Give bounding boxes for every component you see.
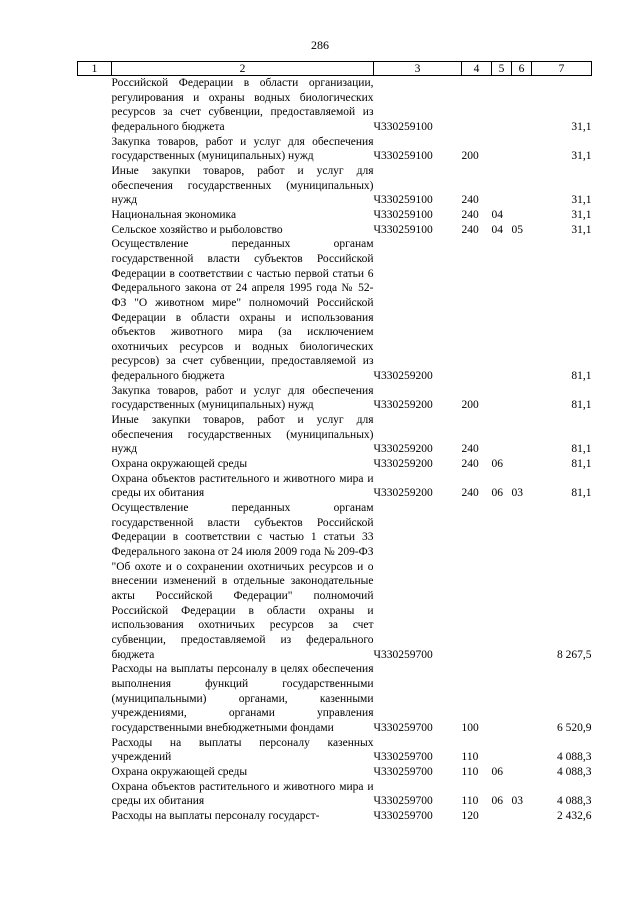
row-name: Осуществление переданных органам государственной власти субъектов Российской Федерации в соответствии с частью первой статьи 6 Федерального закона от 24 апреля 1995 года № 52-ФЗ "О животном мире" полномочий Российской Федерации в области охраны и использования объектов животного мира (за исключением охотничьих ресурсов и водных биологических ресурсов) за счет субвенции, предоставляемой из федерального бюджета [111, 238, 374, 383]
row-rz: 06 [491, 458, 503, 471]
row-rz [492, 384, 512, 413]
row-name: Иные закупки товаров, работ и услуг для обеспечения государственных (муниципальных) нужд [111, 414, 374, 456]
row-vr [462, 76, 492, 135]
row-code: Ч330259700 [373, 795, 433, 808]
row-code: Ч330259200 [373, 443, 433, 456]
column-header: 2 [112, 62, 374, 76]
table-row [78, 472, 592, 501]
row-vr: 110 [461, 795, 479, 808]
row-pr [512, 809, 532, 824]
row-number-cell [78, 780, 112, 809]
table-row [78, 736, 592, 765]
row-number-cell [78, 413, 112, 457]
table-row [78, 413, 592, 457]
row-pr [512, 164, 532, 208]
row-amount: 31,1 [571, 208, 592, 221]
table-body [78, 76, 592, 824]
row-number-cell [78, 164, 112, 208]
row-amount: 81,1 [571, 487, 592, 500]
row-name: Закупка товаров, работ и услуг для обеспечения государственных (муниципальных) нужд [111, 135, 374, 163]
table-row [78, 164, 592, 208]
row-vr: 200 [461, 399, 479, 412]
row-amount: 81,1 [571, 458, 592, 471]
column-header: 1 [78, 62, 112, 76]
row-vr: 240 [461, 458, 479, 471]
row-amount: 81,1 [571, 399, 592, 412]
table-row [78, 780, 592, 809]
row-vr: 100 [461, 721, 479, 734]
row-name: Расходы на выплаты персоналу государст- [111, 809, 320, 822]
row-name: Российской Федерации в области организации, регулирования и охраны водных биологических ресурсов за счет субвенции, предоставляемой из федерального бюджета [111, 77, 374, 133]
row-amount: 31,1 [571, 194, 592, 207]
row-number-cell [78, 662, 112, 735]
row-pr [512, 765, 532, 780]
column-header: 5 [492, 62, 512, 76]
row-code: Ч330259100 [373, 150, 433, 163]
row-code: Ч330259100 [373, 223, 433, 236]
row-vr: 240 [461, 208, 479, 221]
table-row [78, 765, 592, 780]
row-vr [462, 237, 492, 384]
row-name: Охрана окружающей среды [111, 458, 248, 471]
row-name: Закупка товаров, работ и услуг для обеспечения государственных (муниципальных) нужд [111, 384, 374, 412]
row-number-cell [78, 135, 112, 164]
row-vr: 110 [461, 751, 479, 764]
row-vr: 110 [461, 765, 479, 778]
row-pr [512, 384, 532, 413]
table-row [78, 501, 592, 662]
row-number-cell [78, 472, 112, 501]
row-rz [492, 736, 512, 765]
row-rz: 06 [491, 795, 503, 808]
row-code: Ч330259700 [373, 648, 433, 661]
row-pr [512, 501, 532, 662]
row-amount: 31,1 [571, 150, 592, 163]
row-vr: 240 [461, 223, 479, 236]
row-pr [512, 662, 532, 735]
row-amount: 8 267,5 [557, 648, 592, 661]
row-code: Ч330259700 [373, 751, 433, 764]
table-row [78, 237, 592, 384]
row-number-cell [78, 457, 112, 472]
page-number: 286 [311, 38, 329, 52]
row-pr: 03 [511, 795, 523, 808]
row-name: Иные закупки товаров, работ и услуг для обеспечения государственных (муниципальных) нужд [111, 164, 374, 207]
column-header: 4 [462, 62, 492, 76]
table-row [78, 223, 592, 238]
row-code: Ч330259200 [373, 370, 433, 383]
row-number-cell [78, 223, 112, 238]
row-amount: 31,1 [571, 120, 592, 133]
row-rz: 04 [491, 223, 503, 236]
row-code: Ч330259200 [373, 399, 433, 412]
row-rz: 04 [491, 208, 503, 221]
table-row [78, 208, 592, 223]
row-code: Ч330259700 [373, 721, 433, 734]
row-number-cell [78, 809, 112, 824]
row-pr [512, 76, 532, 135]
row-code: Ч330259200 [373, 487, 433, 500]
row-name: Расходы на выплаты персоналу в целях обеспечения выполнения функций государственными (муниципальными) органами, казенными учреждениями, органами управления государственными внебюджетными фондами [111, 663, 374, 734]
row-rz [492, 164, 512, 208]
table-row [78, 135, 592, 164]
row-rz [492, 501, 512, 662]
row-number-cell [78, 76, 112, 135]
row-rz: 06 [491, 765, 503, 778]
row-pr: 05 [511, 223, 523, 236]
row-vr [462, 501, 492, 662]
row-name: Осуществление переданных органам государственной власти субъектов Российской Федерации в соответствии с частью 1 статьи 33 Федерального закона от 24 июля 2009 года № 209-ФЗ "Об охоте и о сохранении охотничьих ресурсов и о внесении изменений в отдельные законодательные акты Российской Федерации" полномочий Российской Федерации в области охраны и использования охотничьих ресурсов за счет субвенции, предоставляемой из федерального бюджета [111, 502, 374, 661]
row-name: Национальная экономика [111, 208, 237, 221]
row-name: Расходы на выплаты персоналу казенных учреждений [111, 736, 374, 764]
table-row [78, 662, 592, 735]
column-header: 3 [374, 62, 462, 76]
row-name: Охрана объектов растительного и животного мира и среды их обитания [111, 780, 374, 808]
row-rz [492, 237, 512, 384]
table-row [78, 457, 592, 472]
row-code: Ч330259100 [373, 208, 433, 221]
table-row [78, 76, 592, 135]
row-code: Ч330259700 [373, 765, 433, 778]
row-rz [492, 135, 512, 164]
row-pr [512, 237, 532, 384]
row-code: Ч330259700 [373, 809, 433, 822]
row-vr: 240 [461, 487, 479, 500]
row-code: Ч330259100 [373, 120, 433, 133]
row-rz [492, 76, 512, 135]
row-number-cell [78, 208, 112, 223]
row-code: Ч330259200 [373, 458, 433, 471]
row-amount: 4 088,3 [557, 795, 592, 808]
column-number-header [78, 62, 592, 76]
row-number-cell [78, 237, 112, 384]
row-amount: 6 520,9 [557, 721, 592, 734]
column-header: 7 [532, 62, 592, 76]
row-pr [512, 457, 532, 472]
row-number-cell [78, 765, 112, 780]
table-row [78, 809, 592, 824]
row-name: Охрана окружающей среды [111, 765, 248, 778]
row-number-cell [78, 736, 112, 765]
row-rz [492, 662, 512, 735]
row-pr [512, 135, 532, 164]
row-pr [512, 413, 532, 457]
row-number-cell [78, 384, 112, 413]
row-rz: 06 [491, 487, 503, 500]
row-amount: 81,1 [571, 370, 592, 383]
row-pr: 03 [511, 487, 523, 500]
row-vr: 240 [461, 194, 479, 207]
row-amount: 81,1 [571, 443, 592, 456]
table-row [78, 384, 592, 413]
row-amount: 4 088,3 [557, 765, 592, 778]
column-header: 6 [512, 62, 532, 76]
row-vr: 240 [461, 443, 479, 456]
row-amount: 4 088,3 [557, 751, 592, 764]
row-rz [492, 413, 512, 457]
row-pr [512, 736, 532, 765]
row-vr: 120 [461, 809, 479, 822]
row-pr [512, 208, 532, 223]
row-number-cell [78, 501, 112, 662]
row-name: Охрана объектов растительного и животного мира и среды их обитания [111, 472, 374, 500]
row-amount: 2 432,6 [557, 809, 592, 822]
row-name: Сельское хозяйство и рыболовство [111, 223, 283, 236]
row-amount: 31,1 [571, 223, 592, 236]
row-vr: 200 [461, 150, 479, 163]
row-code: Ч330259100 [373, 194, 433, 207]
row-rz [492, 809, 512, 824]
budget-table [77, 61, 592, 823]
